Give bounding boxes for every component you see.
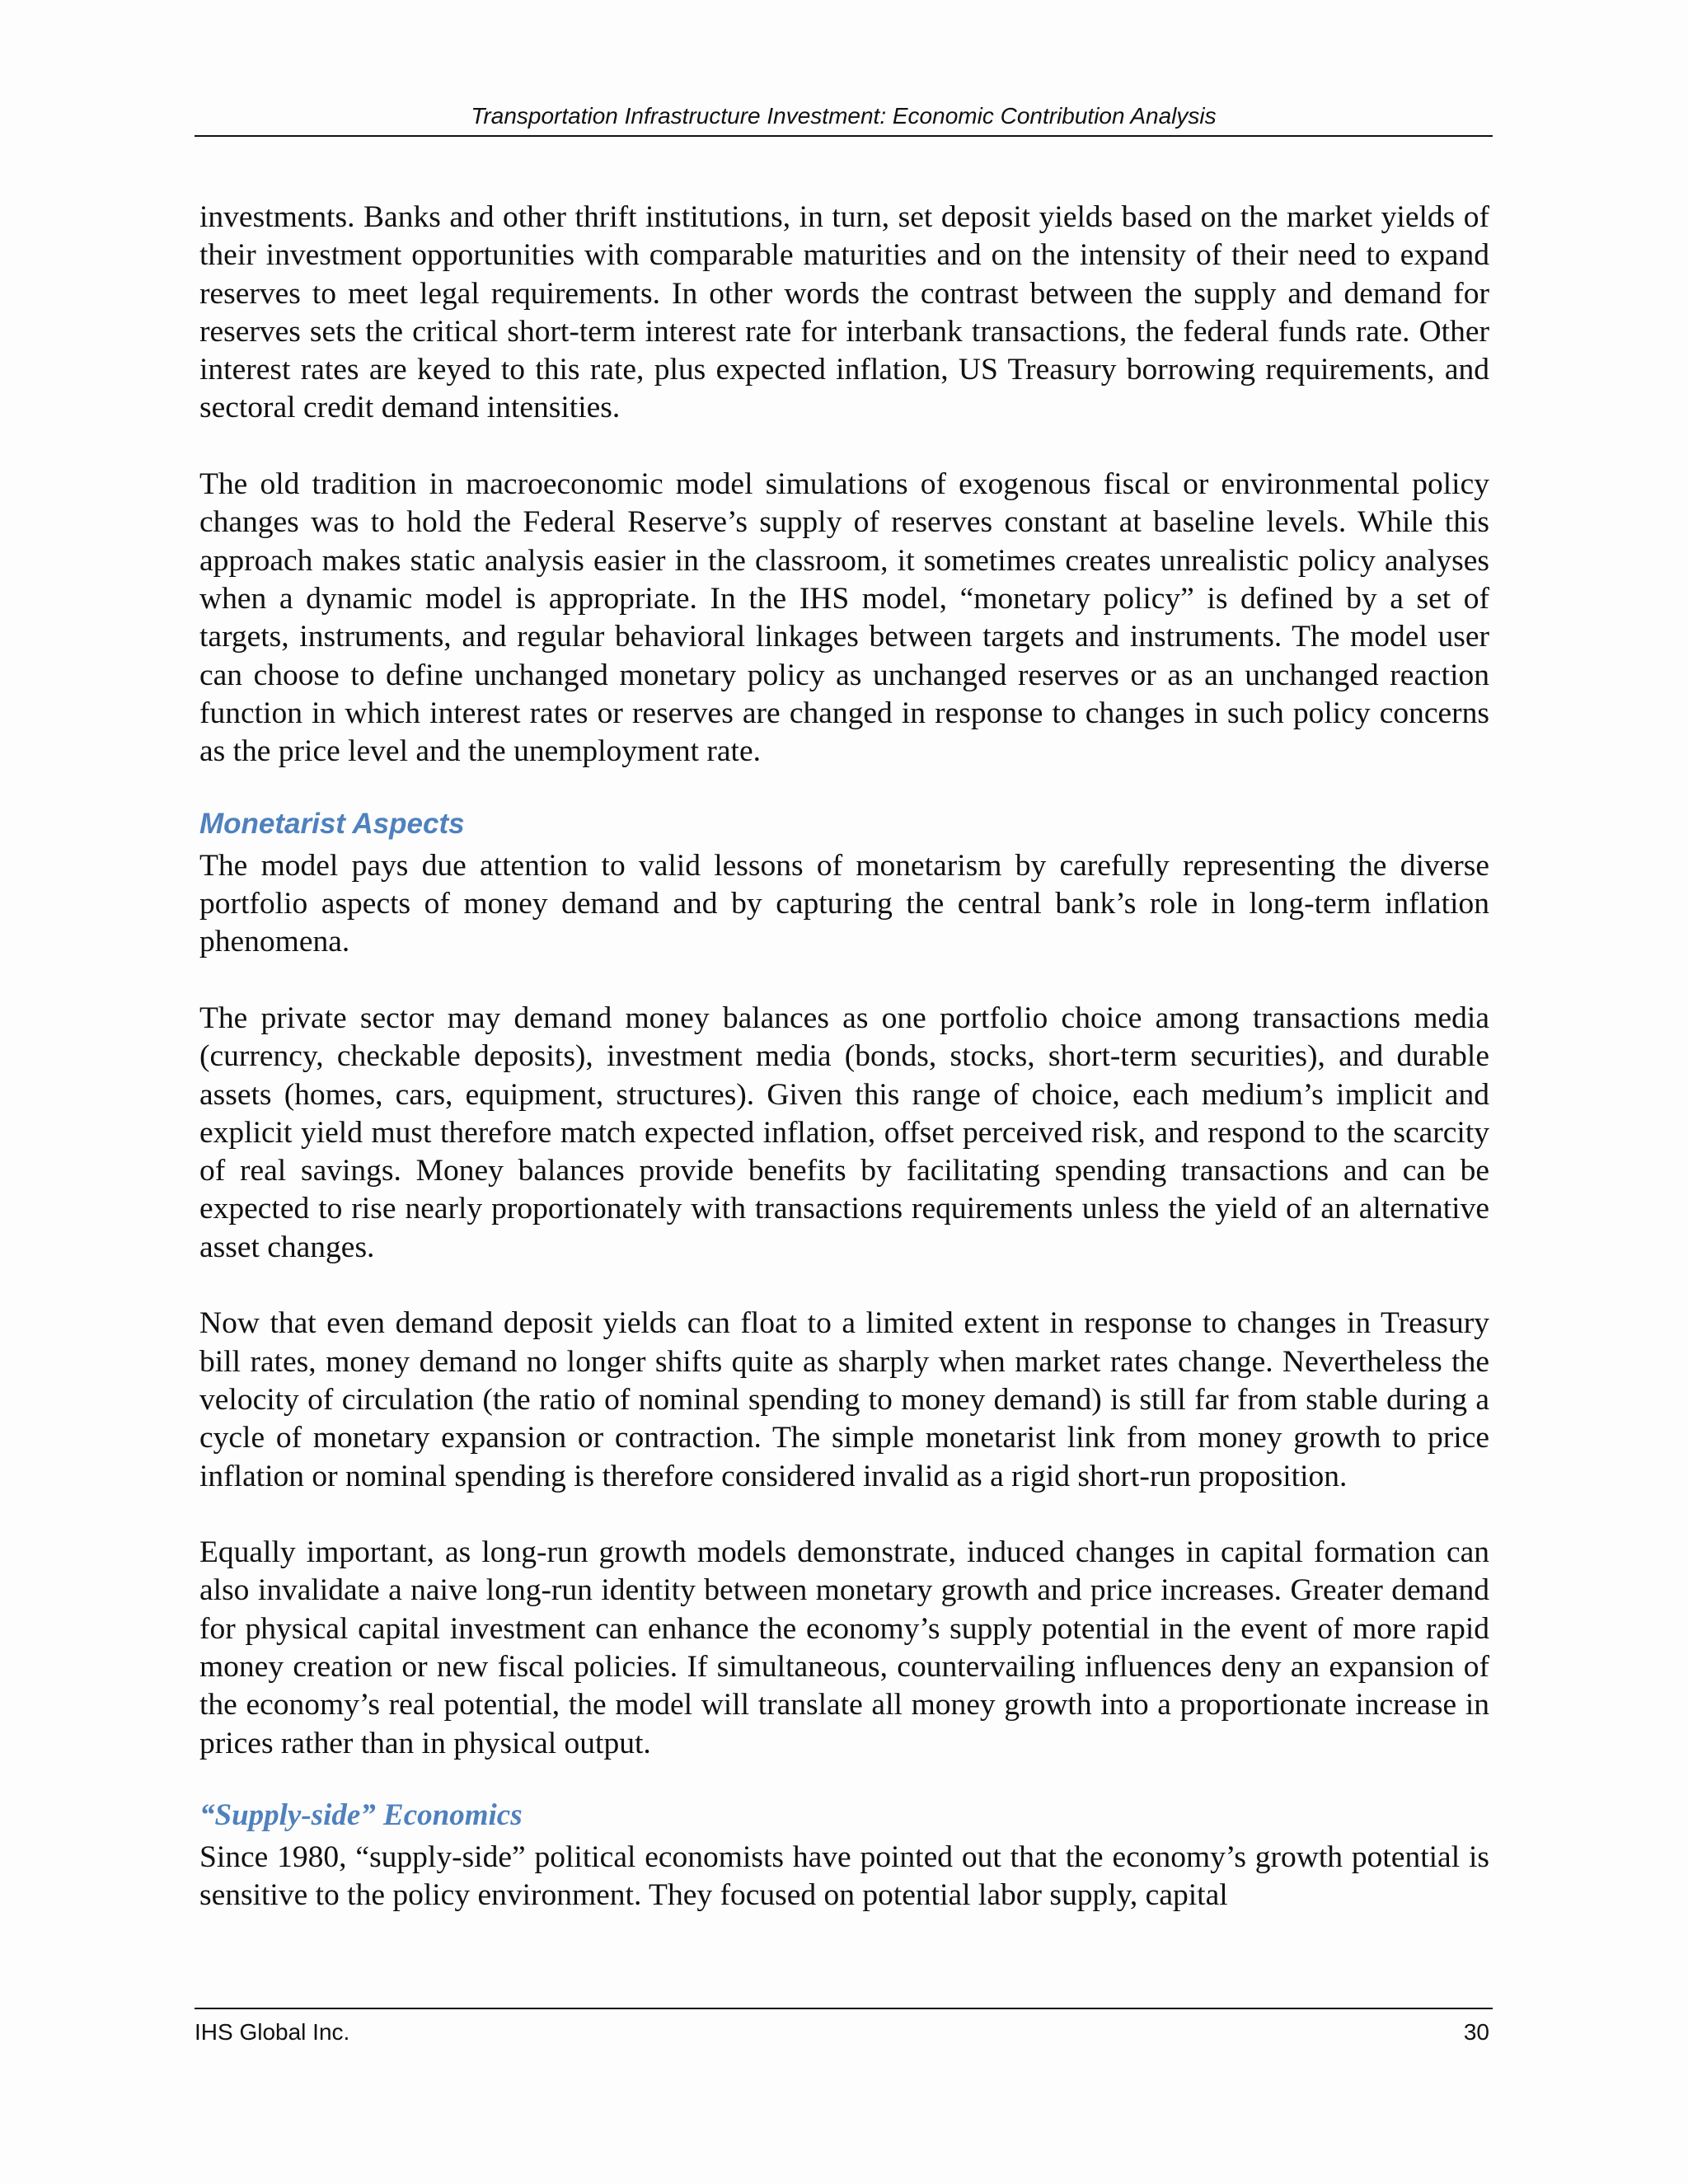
section-heading-monetarist: Monetarist Aspects <box>199 807 465 840</box>
page-number: 30 <box>1463 2019 1489 2045</box>
footer-company: IHS Global Inc. <box>195 2019 350 2045</box>
paragraph: Now that even demand deposit yields can float to a limited extent in response to changes in Treasury bill rates, money demand no longer shifts quite as sharply when market rates change. Nevertheless the velocity of circulation (the ratio of nominal spending to money demand) is still far from stable during a cycle of monetary expansion or contraction. The simple monetarist link from money growth to price inflation or nominal spending is therefore considered invalid as a rigid short-run proposition. <box>199 1306 1489 1493</box>
page-body <box>199 199 1489 1953</box>
paragraph: Since 1980, “supply-side” political economists have pointed out that the economy’s growth potential is sensitive to the policy environment. They focused on potential labor supply, capital <box>199 1840 1489 1913</box>
paragraph: Equally important, as long-run growth models demonstrate, induced changes in capital formation can also invalidate a naive long-run identity between monetary growth and price increases. Greater demand for physical capital investment can enhance the economy’s supply potential in the event of more rapid money creation or new fiscal policies. If simultaneous, countervailing influences deny an expansion of the economy’s real potential, the model will translate all money growth into a proportionate increase in prices rather than in physical output. <box>199 1535 1489 1760</box>
paragraph: The old tradition in macroeconomic model simulations of exogenous fiscal or environmental policy changes was to hold the Federal Reserve’s supply of reserves constant at baseline levels. While this approach makes static analysis easier in the classroom, it sometimes creates unrealistic policy analyses when a dynamic model is appropriate. In the IHS model, “monetary policy” is defined by a set of targets, instruments, and regular behavioral linkages between targets and instruments. The model user can choose to define unchanged monetary policy as unchanged reserves or as an unchanged reaction function in which interest rates or reserves are changed in response to changes in such policy concerns as the price level and the unemployment rate. <box>199 467 1489 769</box>
section-heading-supply-side: “Supply-side” Economics <box>199 1798 523 1833</box>
running-header: Transportation Infrastructure Investment: Economic Contribution Analysis <box>471 103 1217 129</box>
paragraph: investments. Banks and other thrift institutions, in turn, set deposit yields based on the market yields of their investment opportunities with comparable maturities and on the intensity of their need to expand reserves to meet legal requirements. In other words the contrast between the supply and demand for reserves sets the critical short-term interest rate for interbank transactions, the federal funds rate. Other interest rates are keyed to this rate, plus expected inflation, US Treasury borrowing requirements, and sectoral credit demand intensities. <box>199 200 1489 425</box>
footer-rule <box>195 2008 1493 2009</box>
header-rule <box>195 135 1493 137</box>
paragraph: The model pays due attention to valid lessons of monetarism by carefully representing the diverse portfolio aspects of money demand and by capturing the central bank’s role in long-term inflation phenomena. <box>199 848 1489 959</box>
paragraph: The private sector may demand money balances as one portfolio choice among transactions media (currency, checkable deposits), investment media (bonds, stocks, short-term securities), and durable assets (homes, cars, equipment, structures). Given this range of choice, each medium’s implicit and explicit yield must therefore match expected inflation, offset perceived risk, and respond to the scarcity of real savings. Money balances provide benefits by facilitating spending transactions and can be expected to rise nearly proportionately with transactions requirements unless the yield of an alternative asset changes. <box>199 1001 1489 1264</box>
